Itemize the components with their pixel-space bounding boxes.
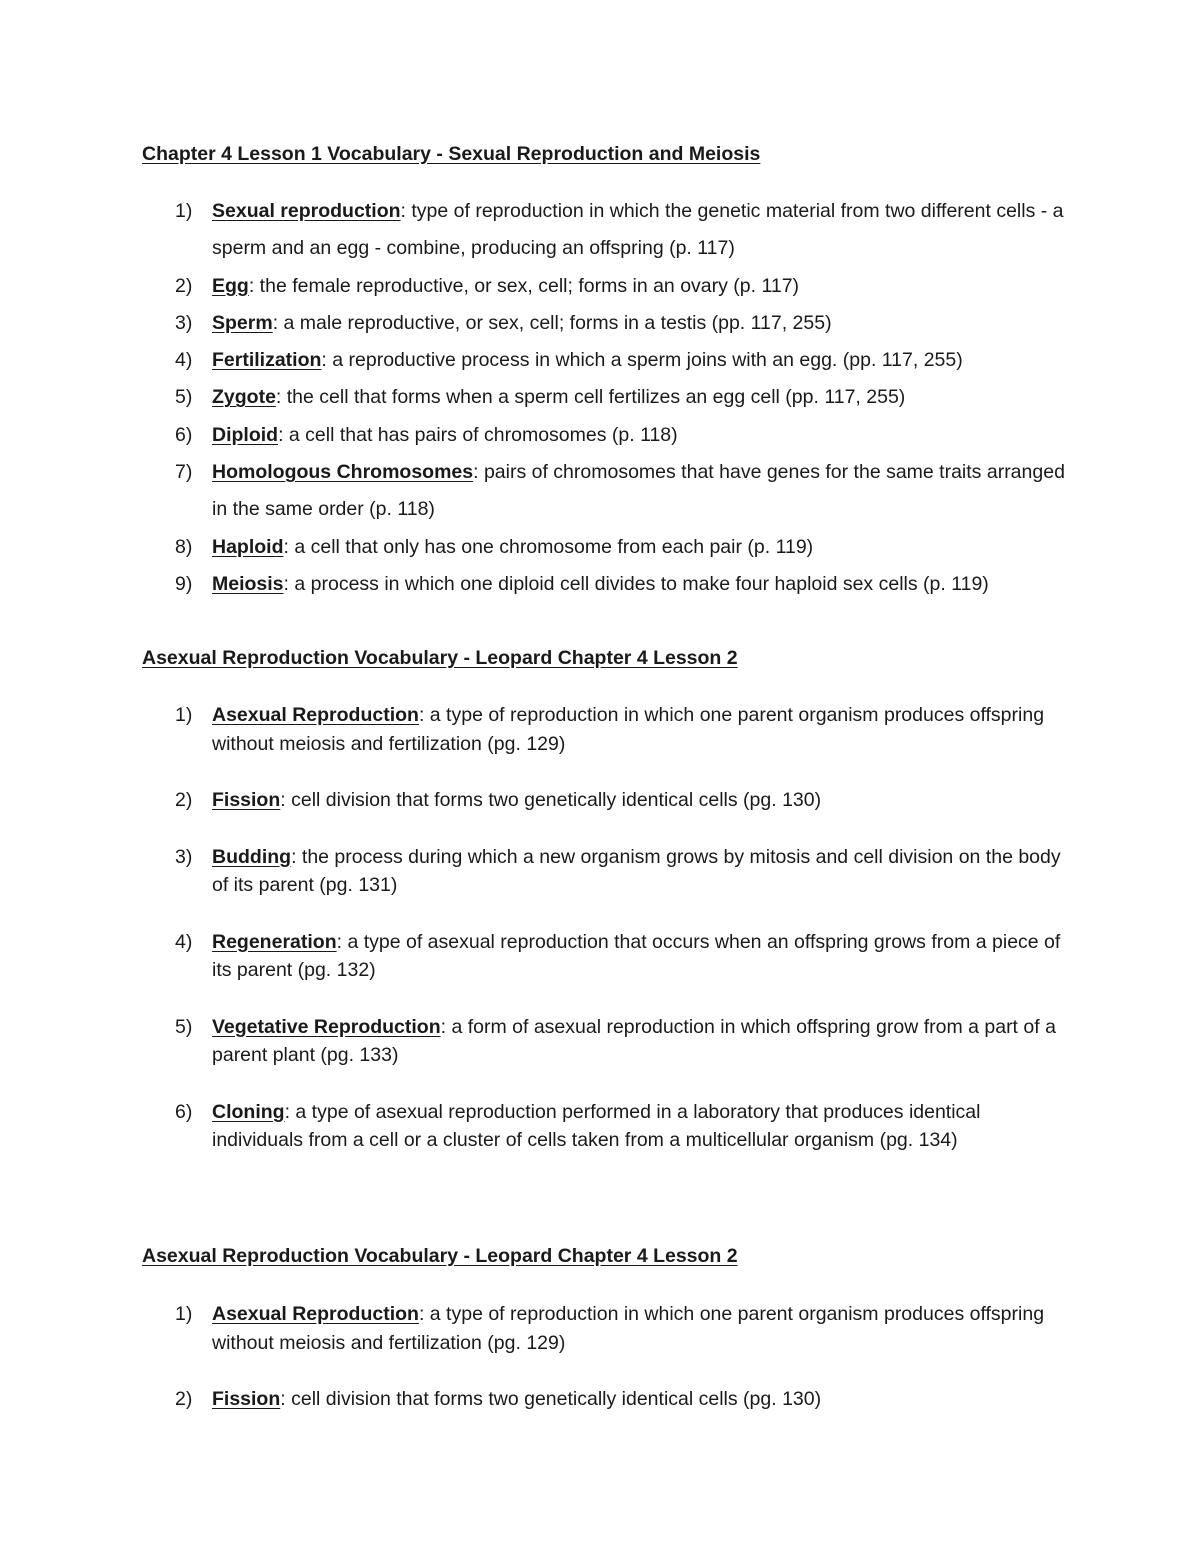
vocab-term: Haploid [212,535,284,558]
section-1-heading: Chapter 4 Lesson 1 Vocabulary - Sexual Reproduction and Meiosis [142,143,761,165]
vocab-definition: : pairs of chromosomes that have genes for the same traits arranged in the same order (p. 118) [212,461,1065,521]
vocab-term: Fission [212,1388,281,1410]
vocab-definition: : a type of reproduction in which one parent organism produces offspring without meiosis and fertilization (pg. 129) [212,1303,1045,1354]
list-item: 1) Asexual Reproduction: a type of reproduction in which one parent organism produces offspring without meiosis and fertilization (pg. 129) [175,1303,1045,1354]
vocab-definition: : a form of asexual reproduction in which offspring grow from a part of a parent plant (pg. 133) [212,1015,1056,1066]
list-item: 2) Fission: cell division that forms two genetically identical cells (pg. 130) [175,789,822,811]
list-item: 5) Vegetative Reproduction: a form of asexual reproduction in which offspring grow from a part of a parent plant (pg. 133) [175,1015,1056,1066]
vocab-definition: : a male reproductive, or sex, cell; forms in a testis (pp. 117, 255) [272,311,832,334]
vocab-term: Egg [212,274,249,297]
list-item: 5) Zygote: the cell that forms when a sperm cell fertilizes an egg cell (pp. 117, 255) [175,386,906,409]
vocab-term: Fission [212,789,281,811]
vocab-definition: : a cell that only has one chromosome from each pair (p. 119) [283,535,814,558]
asexual-reproduction-vocab-list [0,701,1200,1183]
vocab-term: Sperm [212,311,273,334]
list-item: 7) Homologous Chromosomes: pairs of chromosomes that have genes for the same traits arranged in the same order (p. 118) [175,461,1065,521]
vocab-definition: : a cell that has pairs of chromosomes (p. 118) [278,423,678,446]
vocab-term: Asexual Reproduction [212,704,419,726]
list-item: 2) Egg: the female reproductive, or sex, cell; forms in an ovary (p. 117) [175,274,800,297]
vocab-definition: : the female reproductive, or sex, cell; forms in an ovary (p. 117) [248,274,800,297]
vocab-term: Meiosis [212,572,284,595]
vocab-definition: : cell division that forms two genetically identical cells (pg. 130) [280,1388,822,1410]
vocab-term: Cloning [212,1100,285,1123]
vocab-definition: : a type of reproduction in which one parent organism produces offspring without meiosis and fertilization (pg. 129) [212,704,1045,755]
vocab-definition: : a process in which one diploid cell divides to make four haploid sex cells (p. 119) [283,572,989,595]
vocab-definition: : type of reproduction in which the genetic material from two different cells - a sperm and an egg - combine, producing an offspring (p. 117) [212,200,1064,260]
vocab-term: Diploid [212,423,279,446]
vocab-definition: : the cell that forms when a sperm cell fertilizes an egg cell (pp. 117, 255) [275,386,906,409]
vocab-definition: : a type of asexual reproduction performed in a laboratory that produces identical individuals from a cell or a cluster of cells taken from a multicellular organism (pg. 134) [212,1100,981,1151]
list-item: 8) Haploid: a cell that only has one chromosome from each pair (p. 119) [175,535,814,558]
vocab-term: Vegetative Reproduction [212,1015,441,1038]
list-item: 3) Budding: the process during which a new organism grows by mitosis and cell division on the body of its parent (pg. 131) [175,845,1061,896]
list-item: 9) Meiosis: a process in which one diploid cell divides to make four haploid sex cells (p. 119) [175,572,989,595]
vocab-term: Asexual Reproduction [212,1303,419,1325]
vocab-definition: : a type of asexual reproduction that occurs when an offspring grows from a piece of its parent (pg. 132) [212,930,1061,981]
vocab-term: Zygote [212,386,276,409]
list-item: 4) Regeneration: a type of asexual reproduction that occurs when an offspring grows from a piece of its parent (pg. 132) [175,930,1061,981]
list-item: 3) Sperm: a male reproductive, or sex, cell; forms in a testis (pp. 117, 255) [175,311,832,334]
list-item: 1) Asexual Reproduction: a type of reproduction in which one parent organism produces offspring without meiosis and fertilization (pg. 129) [175,704,1045,755]
vocab-term: Budding [212,845,292,868]
list-item: 6) Diploid: a cell that has pairs of chromosomes (p. 118) [175,423,678,446]
vocab-definition: : cell division that forms two genetically identical cells (pg. 130) [280,789,822,811]
vocab-term: Sexual reproduction [212,200,401,222]
list-item: 1) Sexual reproduction: type of reproduction in which the genetic material from two different cells - a sperm and an egg - combine, producing an offspring (p. 117) [175,200,1064,260]
section-2-heading: Asexual Reproduction Vocabulary - Leopard Chapter 4 Lesson 2 [142,647,738,669]
list-item: 4) Fertilization: a reproductive process in which a sperm joins with an egg. (pp. 117, 255) [175,349,963,372]
vocab-definition: : a reproductive process in which a sperm joins with an egg. (pp. 117, 255) [321,349,963,372]
vocab-definition: : the process during which a new organism grows by mitosis and cell division on the body of its parent (pg. 131) [212,845,1061,896]
sexual-reproduction-vocab-list [0,193,1200,603]
vocab-term: Homologous Chromosomes [212,461,474,484]
section-3-heading: Asexual Reproduction Vocabulary - Leopard Chapter 4 Lesson 2 [142,1245,738,1267]
list-item: 6) Cloning: a type of asexual reproduction performed in a laboratory that produces identical individuals from a cell or a cluster of cells taken from a multicellular organism (pg. 134) [175,1100,981,1151]
vocab-term: Fertilization [212,349,322,372]
asexual-reproduction-vocab-list-repeat [0,1300,1200,1442]
list-item: 2) Fission: cell division that forms two genetically identical cells (pg. 130) [175,1388,822,1410]
vocab-term: Regeneration [212,930,337,953]
